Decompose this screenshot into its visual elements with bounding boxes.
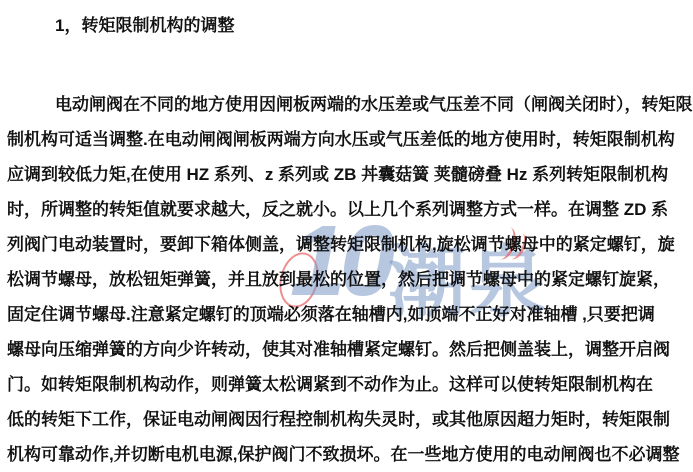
paragraph-line: 制机构可适当调整.在电动闸阀闸板两端方向水压或气压差低的地方使用时，转矩限制机构 (7, 130, 675, 149)
paragraph-line: 应调到较低力矩,在使用 HZ 系列、z 系列或 ZB 丼囊菇簧 荚髓磅叠 Hz 系列转矩限制机构 (7, 165, 669, 184)
paragraph (0, 87, 693, 472)
watermark-characters: 潮泉 (388, 238, 549, 326)
page-title: 1，转矩限制机构的调整 (55, 16, 235, 35)
paragraph-line: 列阀门电动装置时，要卸下箱体侧盖，调整转矩限制机构,旋松调节螺母中的紧定螺钉，旋 (7, 235, 675, 254)
paragraph-line: 螺母向压缩弹簧的方向少许转动，使其对准轴槽紧定螺钉。然后把侧盖装上，调整开启阀 (7, 340, 670, 359)
paragraph-line: 电动闸阀在不同的地方使用因闸板两端的水压差或气压差不同（闸阀关闭时），转矩限 (55, 95, 693, 114)
paragraph-line: 时，所调整的转矩值就要求越大，反之就小。以上几个系列调整方式一样。在调整 ZD 系 (7, 200, 669, 219)
paragraph-line: 机构可靠动作,并切断电机电源,保护阀门不致损坏。在一些地方使用的电动闸阀也不必调整 (7, 445, 680, 464)
paragraph-line: 松调节螺母，放松钮矩弹簧，并且放到最松的位置，然后把调节螺母中的紧定螺钉旋紧， (7, 270, 670, 289)
watermark-number: 10 (290, 205, 390, 317)
paragraph-line: 低的转矩下工作，保证电动闸阀因行程控制机构失灵时，或其他原因超力矩时，转矩限制 (7, 410, 670, 429)
paragraph-line: 固定住调节螺母.注意紧定螺钉的顶端必须落在轴槽内,如顶端不正好对准轴槽 ,只要把调 (7, 305, 655, 324)
paragraph-line: 门。如转矩限制机构动作，则弹簧太松调紧到不动作为止。这样可以使转矩限制机构在 (7, 375, 653, 394)
